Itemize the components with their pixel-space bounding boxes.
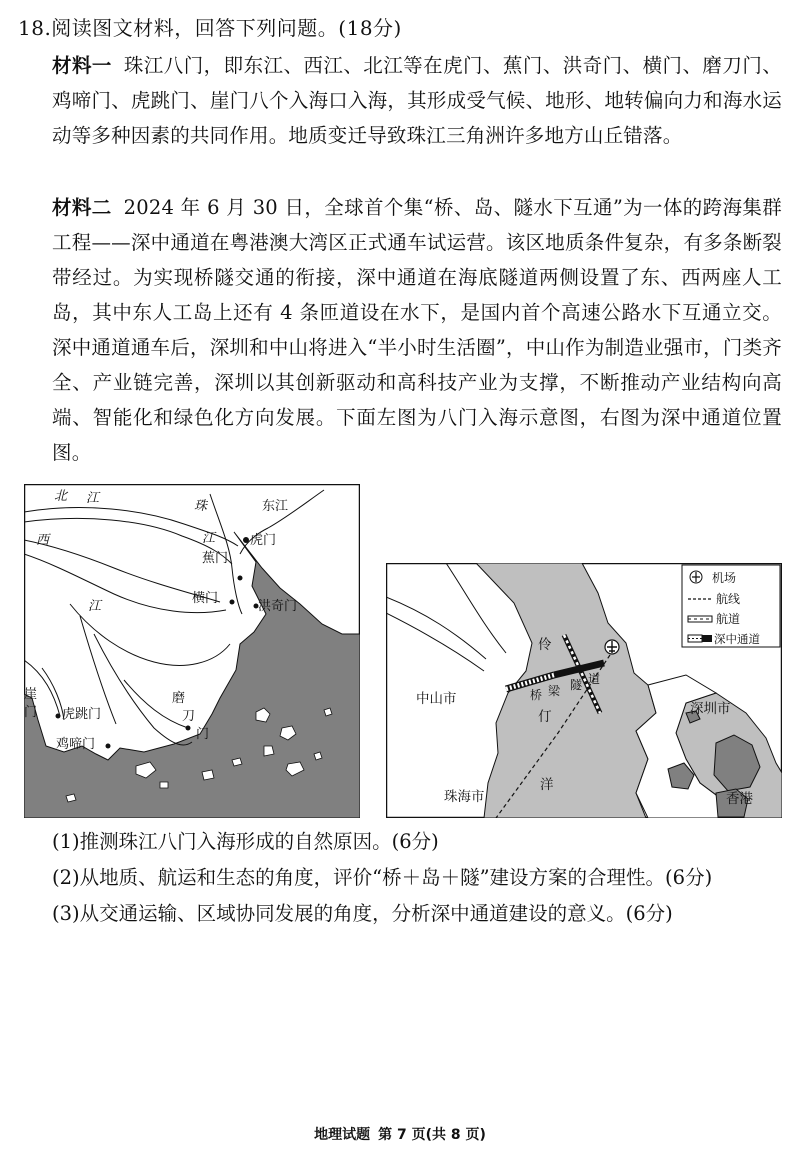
label-dongjiang: 东江 (262, 499, 289, 514)
material-one-label: 材料一 (52, 54, 112, 77)
label-ya-men: 门 (24, 705, 38, 720)
sub-question-3: (3)从交通运输、区域协同发展的角度，分析深中通道建设的意义。(6分) (52, 902, 673, 925)
label-qiao: 桥 (530, 688, 543, 702)
legend-route: 航线 (716, 592, 741, 606)
material-two-label: 材料二 (52, 196, 112, 219)
material-one-text: 珠江八门，即东江、西江、北江等在虎门、蕉门、洪奇门、横门、磨刀门、鸡啼门、虎跳门、崖门八个入海口入海，其形成受气候、地形、地转偏向力和海水运动等多种因素的共同作用。地质变迁导致珠江三角洲许多地方山丘错落。 (52, 54, 782, 147)
material-two (52, 190, 782, 470)
label-jiang-3: 江 (202, 531, 216, 546)
footer-subject: 地理试题 (314, 1127, 371, 1143)
sub-question-2: (2)从地质、航运和生态的角度，评价“桥＋岛＋隧”建设方案的合理性。(6分) (52, 866, 713, 889)
legend-airport: 机场 (712, 571, 737, 585)
question-title: 18.阅读图文材料，回答下列问题。(18分) (18, 16, 402, 40)
label-hengmen: 横门 (192, 591, 219, 606)
label-ya: 崖 (24, 687, 38, 702)
label-jiang-2: 江 (88, 599, 102, 614)
label-sui: 隧 (570, 678, 583, 692)
label-bei: 北 (54, 489, 68, 504)
label-dao-tunnel: 道 (588, 672, 601, 686)
label-jiaomen: 蕉门 (202, 551, 229, 566)
label-hongkong: 香港 (726, 791, 753, 807)
label-shenzhen: 深圳市 (690, 701, 731, 717)
legend-channel: 航道 (716, 612, 741, 626)
label-jiang-1: 江 (86, 491, 100, 506)
label-mo-men: 门 (196, 727, 210, 742)
label-jitimen: 鸡啼门 (56, 737, 96, 752)
label-zhongshan: 中山市 (416, 691, 457, 707)
label-mo: 磨 (172, 691, 186, 706)
material-one (52, 48, 782, 153)
label-liang: 梁 (548, 684, 561, 698)
label-hutiaomen: 虎跳门 (62, 707, 102, 722)
label-ding: 仃 (538, 709, 552, 725)
page-footer (0, 1124, 800, 1144)
material-two-text: 2024 年 6 月 30 日，全球首个集“桥、岛、隧水下互通”为一体的跨海集群工程——深中通道在粤港澳大湾区正式通车试运营。该区地质条件复杂，有多条断裂带经过。为实现桥隧交通的衔接，深中通道在海底隧道两侧设置了东、西两座人工岛，其中东人工岛上还有 4 条匝道设在水下，是国内首个高速公路水下互通立交。深中通道通车后，深圳和中山将进入“半小时生活圈”，中山作为制造业强市，门类齐全、产业链完善，深圳以其创新驱动和高科技产业为支撑，不断推动产业结构向高端、智能化和绿色化方向发展。下面左图为八门入海示意图，右图为深中通道位置图。 (52, 196, 782, 464)
label-humen: 虎门 (250, 533, 277, 548)
shenzhong-passage-map (386, 563, 782, 818)
label-yang: 洋 (540, 777, 554, 793)
label-ling: 伶 (538, 637, 552, 653)
eight-gates-map (24, 484, 360, 818)
legend-passage: 深中通道 (714, 632, 760, 646)
label-hongqimen: 洪奇门 (258, 599, 298, 614)
label-zhu: 珠 (194, 499, 208, 514)
sub-question-1: (1)推测珠江八门入海形成的自然原因。(6分) (52, 830, 439, 853)
label-zhuhai: 珠海市 (444, 789, 485, 805)
label-dao: 刀 (182, 709, 196, 724)
label-xi: 西 (36, 533, 50, 548)
footer-page: 第 7 页(共 8 页) (378, 1127, 486, 1143)
